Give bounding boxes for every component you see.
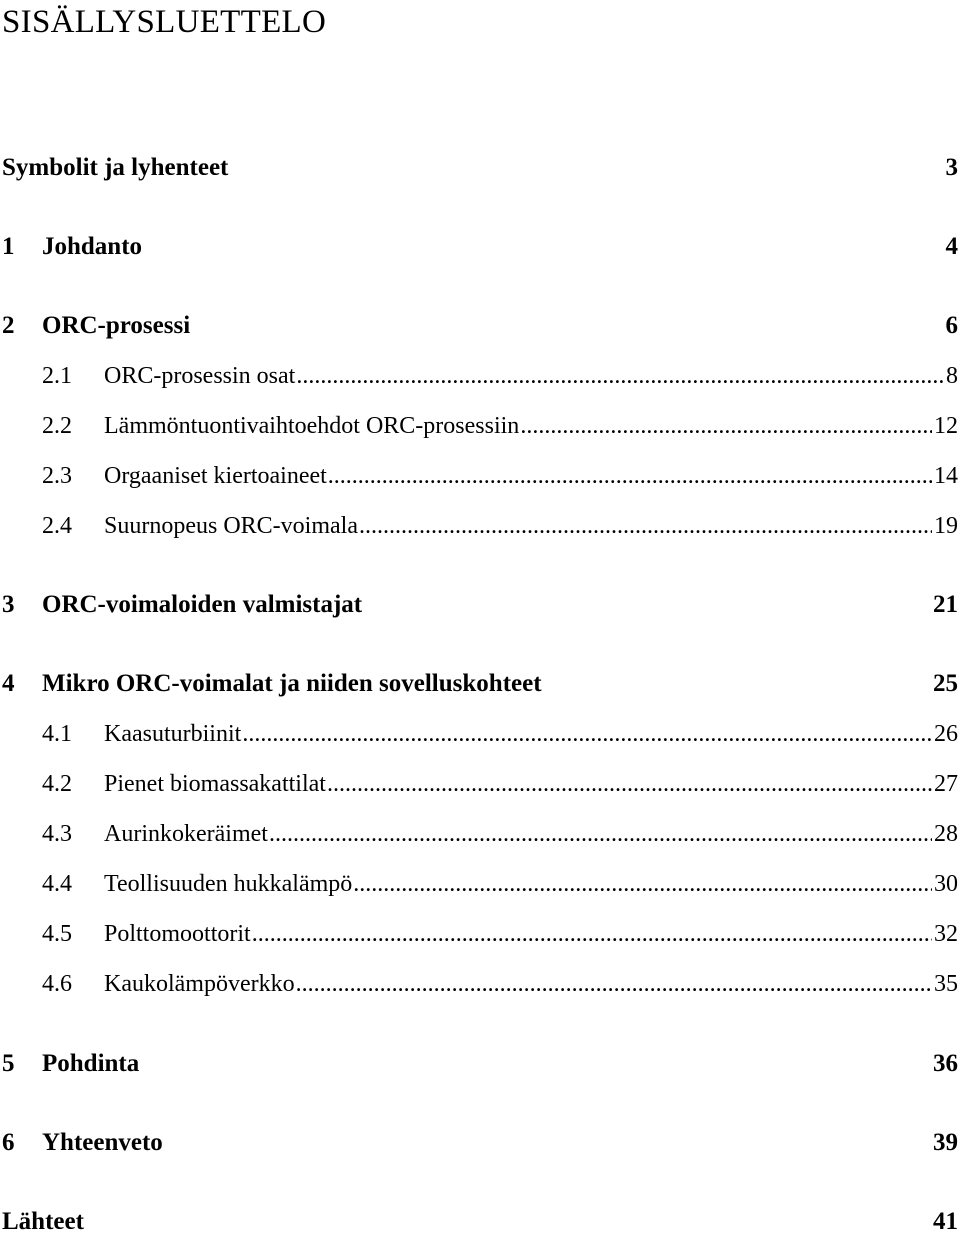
toc-entry-number: 4.2 — [42, 771, 72, 797]
toc-page-number: 14 — [934, 463, 958, 489]
toc-page-number: 4 — [945, 233, 958, 260]
toc-page-number: 6 — [945, 312, 958, 339]
toc-dot-leader — [359, 509, 932, 543]
toc-entry-number: 2.2 — [42, 413, 72, 439]
toc-entry-section-2-4[interactable] — [42, 509, 958, 543]
toc-entry-section-2-3[interactable] — [42, 459, 958, 493]
toc-page-number: 25 — [933, 670, 958, 697]
toc-entry-number: 4 — [2, 670, 15, 697]
toc-entry-label: Johdanto — [42, 233, 143, 260]
toc-entry-label: ORC-voimaloiden valmistajat — [42, 591, 363, 618]
toc-page-number: 32 — [934, 921, 958, 947]
toc-page-number: 41 — [933, 1208, 958, 1235]
toc-page-number: 27 — [934, 771, 958, 797]
toc-entry-number: 6 — [2, 1129, 15, 1156]
toc-dot-leader — [327, 767, 932, 801]
toc-entry-number: 2 — [2, 312, 15, 339]
toc-entry-number: 4.5 — [42, 921, 72, 947]
toc-entry-number: 2.3 — [42, 463, 72, 489]
toc-entry-section-4-1[interactable] — [42, 717, 958, 751]
toc-entry-section-4-5[interactable] — [42, 917, 958, 951]
toc-dot-leader — [242, 717, 932, 751]
toc-entry-label: ORC-prosessin osat — [104, 363, 296, 389]
toc-entry-number: 2.1 — [42, 363, 72, 389]
toc-entry-chapter-5[interactable] — [2, 1047, 958, 1081]
toc-dot-leader — [520, 409, 932, 443]
toc-entry-label: Teollisuuden hukkalämpö — [104, 871, 353, 897]
toc-entry-section-2-1[interactable] — [42, 359, 958, 393]
toc-entry-symbols[interactable] — [2, 151, 958, 185]
toc-entry-number: 1 — [2, 233, 15, 260]
toc-dot-leader — [296, 359, 944, 393]
toc-entry-label: Kaukolämpöverkko — [104, 971, 295, 997]
toc-entry-label: Lähteet — [2, 1208, 84, 1235]
toc-entry-number: 4.1 — [42, 721, 72, 747]
toc-entry-number: 5 — [2, 1050, 15, 1077]
toc-entry-label: Pienet biomassakattilat — [104, 771, 326, 797]
toc-entry-label: Lämmöntuontivaihtoehdot ORC-prosessiin — [104, 413, 520, 439]
toc-dot-leader — [252, 917, 932, 951]
toc-entry-label: Symbolit ja lyhenteet — [2, 154, 229, 181]
toc-page-number: 12 — [934, 413, 958, 439]
toc-dot-leader — [353, 867, 932, 901]
toc-entry-label: Aurinkokeräimet — [104, 821, 268, 847]
toc-entry-section-4-2[interactable] — [42, 767, 958, 801]
toc-dot-leader — [328, 459, 932, 493]
toc-page-number: 30 — [934, 871, 958, 897]
toc-page-number: 8 — [946, 363, 958, 389]
toc-entry-number: 2.4 — [42, 513, 72, 539]
toc-page-number: 39 — [933, 1129, 958, 1156]
toc-page-number: 28 — [934, 821, 958, 847]
toc-entry-section-4-4[interactable] — [42, 867, 958, 901]
toc-entry-label: ORC-prosessi — [42, 312, 191, 339]
toc-entry-number: 4.4 — [42, 871, 72, 897]
page-title: SISÄLLYSLUETTELO — [2, 4, 327, 40]
toc-entry-section-4-3[interactable] — [42, 817, 958, 851]
toc-page-number: 21 — [933, 591, 958, 618]
toc-entry-chapter-6[interactable] — [2, 1126, 958, 1160]
toc-entry-label: Yhteenveto — [42, 1129, 163, 1156]
toc-page-number: 3 — [945, 154, 958, 181]
toc-entry-number: 4.6 — [42, 971, 72, 997]
toc-entry-chapter-4[interactable] — [2, 667, 958, 701]
toc-entry-label: Suurnopeus ORC-voimala — [104, 513, 358, 539]
toc-entry-chapter-3[interactable] — [2, 588, 958, 622]
toc-dot-leader — [296, 967, 932, 1001]
toc-entry-chapter-1[interactable] — [2, 230, 958, 264]
toc-page-number: 26 — [934, 721, 958, 747]
toc-entry-chapter-2[interactable] — [2, 309, 958, 343]
toc-entry-number: 4.3 — [42, 821, 72, 847]
toc-page-number: 36 — [933, 1050, 958, 1077]
toc-entry-label: Orgaaniset kiertoaineet — [104, 463, 327, 489]
toc-entry-label: Polttomoottorit — [104, 921, 251, 947]
toc-dot-leader — [269, 817, 932, 851]
toc-entry-section-4-6[interactable] — [42, 967, 958, 1001]
toc-entry-label: Kaasuturbiinit — [104, 721, 242, 747]
toc-entry-label: Mikro ORC-voimalat ja niiden sovelluskohteet — [42, 670, 542, 697]
toc-entry-label: Pohdinta — [42, 1050, 140, 1077]
toc-page-number: 19 — [934, 513, 958, 539]
toc-entry-number: 3 — [2, 591, 15, 618]
toc-page-number: 35 — [934, 971, 958, 997]
toc-entry-section-2-2[interactable] — [42, 409, 958, 443]
